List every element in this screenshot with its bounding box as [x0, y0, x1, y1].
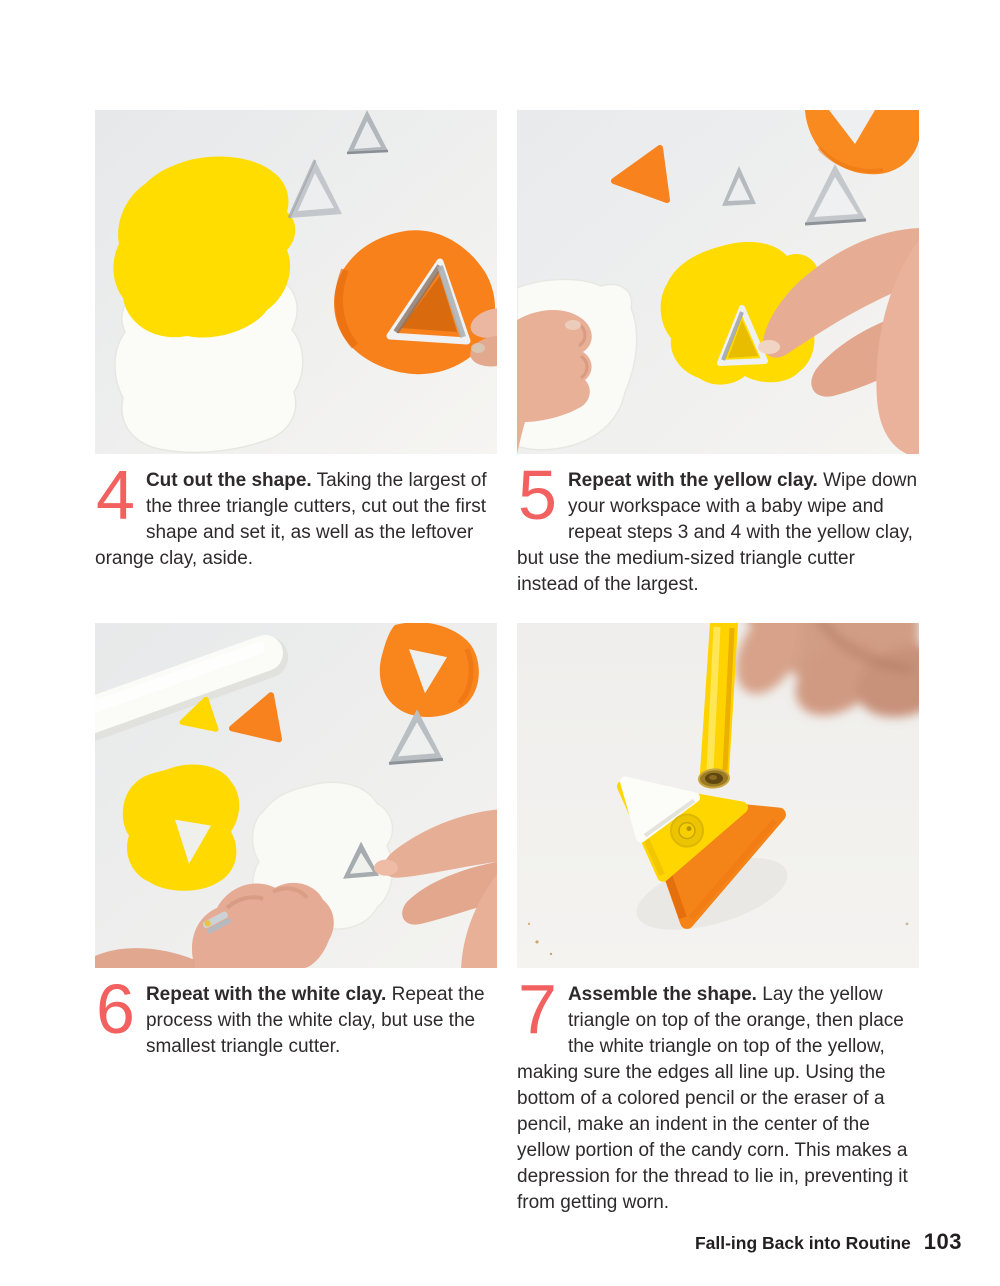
page-footer: [695, 1229, 962, 1255]
step-6-illustration: [95, 623, 497, 968]
step-5-title: Repeat with the yellow clay.: [567, 470, 818, 491]
step-5-text: [517, 456, 919, 598]
chapter-title: Fall-ing Back into Routine: [694, 1233, 911, 1253]
step-4-title: Cut out the shape.: [145, 470, 312, 491]
thread-indent: [670, 814, 704, 848]
step-4-number: 4: [96, 456, 135, 534]
page-number: 103: [923, 1229, 962, 1254]
step-7-illustration: [517, 623, 919, 968]
step-6-photo: [95, 623, 497, 968]
step-4-body: Taking the largest of the three triangle cutters, cut out the first shape and set it, as well as the leftover orange clay, aside.: [95, 470, 487, 569]
step-6-caption: [95, 968, 497, 1216]
step-4-text: [95, 456, 497, 572]
step-4-caption: [95, 454, 497, 623]
step-7-body: Lay the yellow triangle on top of the orange, then place the white triangle on top of the yellow, making sure the edges all line up. Using the bottom of a colored pencil or the eraser of a pencil, make an indent in the center of the yellow portion of the candy corn. This makes a depression for the thread to lie in, preventing it from getting worn.: [517, 984, 908, 1213]
step-6-number: 6: [96, 970, 135, 1048]
step-7-number: 7: [518, 970, 557, 1048]
step-4-illustration: [95, 110, 497, 454]
steps-grid: [95, 110, 919, 1216]
step-7-text: [517, 970, 919, 1216]
step-5-number: 5: [518, 456, 557, 534]
step-6-body: Repeat the process with the white clay, but use the smallest triangle cutter.: [145, 984, 485, 1057]
step-4-photo: [95, 110, 497, 454]
step-7-photo: [517, 623, 919, 968]
step-6-text: [95, 970, 497, 1060]
yellow-clay-with-hole: [123, 765, 240, 891]
step-5-photo: [517, 110, 919, 454]
step-7-title: Assemble the shape.: [567, 984, 757, 1005]
step-5-illustration: [517, 110, 919, 454]
step-6-title: Repeat with the white clay.: [145, 984, 387, 1005]
step-5-caption: [517, 454, 919, 623]
step-5-body: Wipe down your workspace with a baby wipe and repeat steps 3 and 4 with the yellow clay, but use the medium-sized triangle cutter instead of the largest.: [517, 470, 918, 595]
step-7-caption: [517, 968, 919, 1216]
